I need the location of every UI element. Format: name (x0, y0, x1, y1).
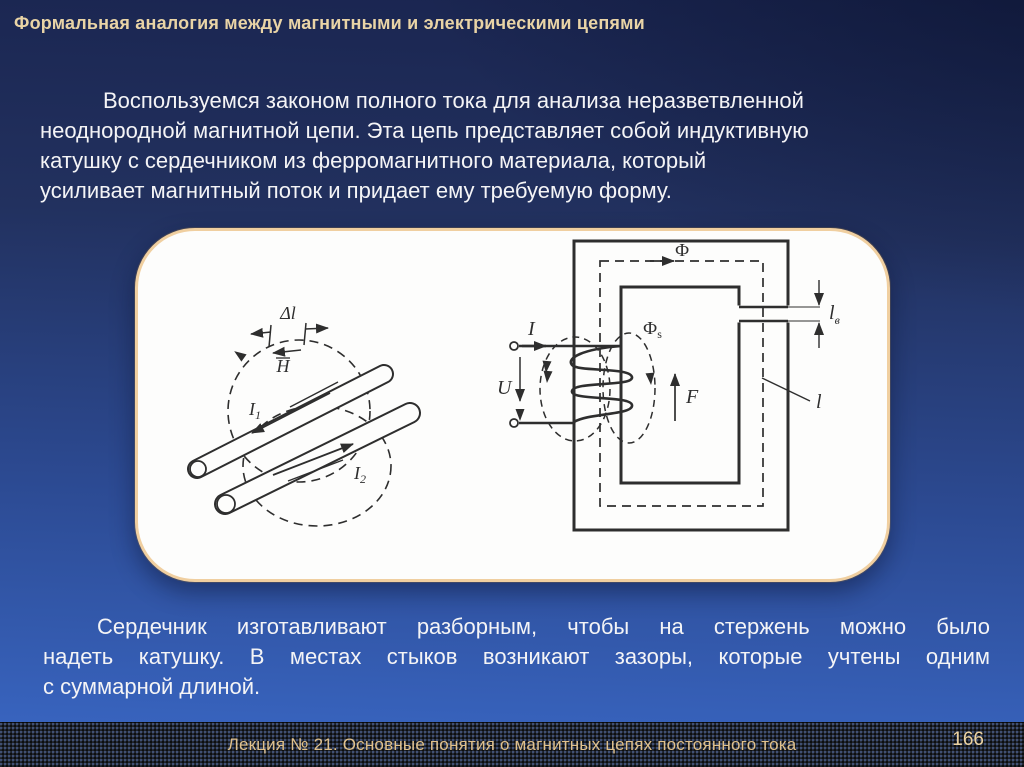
delta-l-element (251, 323, 328, 358)
text-line: надеть катушку. В местах стыков возникают зазоры, которые учтены одним (43, 644, 990, 669)
text-line: неоднородной магнитной цепи. Эта цепь представляет собой индуктивную (40, 118, 809, 143)
core-window (621, 287, 739, 483)
label-delta-l: Δl (280, 303, 296, 323)
two-wires-diagram (190, 303, 410, 526)
loop-direction-arrow (232, 347, 247, 361)
magnetic-core-diagram (497, 240, 840, 530)
h-field-arrow (273, 350, 301, 353)
footer-lecture-title: Лекция № 21. Основные понятия о магнитных цепях постоянного тока (227, 735, 797, 754)
label-current2: $I_2$ (354, 463, 366, 486)
text-line: Воспользуемся законом полного тока для анализа неразветвленной (103, 88, 804, 113)
terminal-bottom (510, 419, 518, 427)
text-line: катушку с сердечником из ферромагнитного материала, который (40, 148, 707, 173)
figure-panel (135, 228, 890, 582)
intro-paragraph (40, 86, 984, 206)
label-mean-path: l (816, 391, 822, 413)
path-length-leader (762, 378, 810, 401)
label-voltage: U (497, 377, 512, 399)
wire-2 (217, 413, 410, 513)
slide-title: Формальная аналогия между магнитными и электрическими цепями (14, 13, 645, 33)
core-outer (574, 241, 788, 530)
conclusion-paragraph (43, 612, 990, 702)
magnetic-circuit-figure (138, 231, 887, 579)
terminal-top (510, 342, 518, 350)
text-line: с суммарной длиной. (43, 674, 261, 699)
label-flux: Ф (675, 240, 690, 260)
label-force: F (686, 386, 699, 408)
label-current1: $I_1$ (249, 399, 261, 422)
label-leakage-flux: $Ф_s$ (643, 318, 662, 341)
text-line: Сердечник изготавливают разборным, чтобы на стержень можно было (97, 614, 990, 639)
label-current: I (528, 318, 535, 340)
page-number: 166 (952, 729, 984, 750)
coil (571, 346, 632, 422)
text-line: усиливает магнитный поток и придает ему требуемую форму. (40, 178, 672, 203)
leakage-flux-right (603, 333, 655, 443)
label-air-gap: $l_в$ (829, 302, 840, 327)
label-h-field: H (276, 356, 290, 376)
footer-bar (0, 722, 1024, 767)
